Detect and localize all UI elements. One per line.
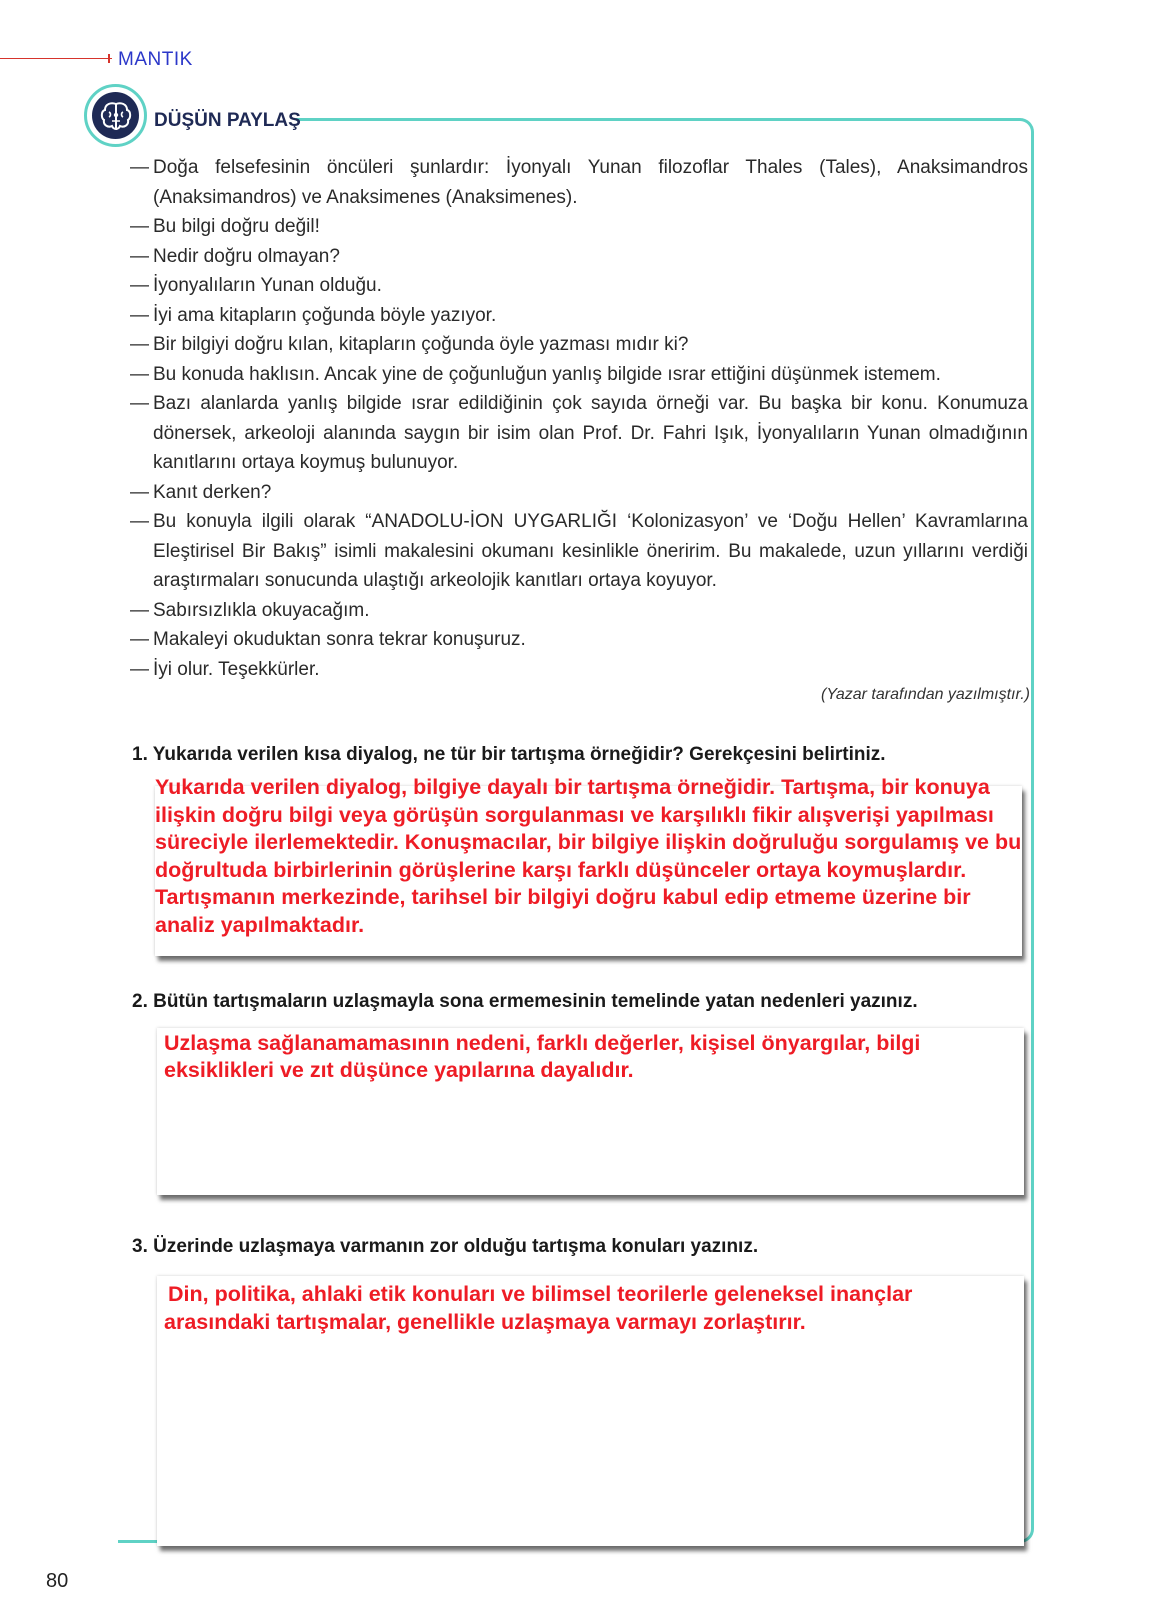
dialogue-text: Bazı alanlarda yanlış bilgide ısrar edildiğinin çok sayıda örneği var. Bu başka bir konu. Konumuza dönersek, arkeoloji alanında saygın bir isim olan Prof. Dr. Fahri Işık, İyonyalıların Yunan olmadığının kanıtlarını ortaya koymuş bulunuyor. xyxy=(153,393,1028,473)
dialogue-text: Nedir doğru olmayan? xyxy=(153,245,340,267)
dialogue-line xyxy=(130,330,1028,360)
question-2: 2. Bütün tartışmaların uzlaşmayla sona ermemesinin temelinde yatan nedenleri yazınız. xyxy=(132,991,918,1012)
dialogue-line xyxy=(130,153,1028,212)
dialogue-dash: — xyxy=(130,658,149,680)
dialogue-text: Doğa felsefesinin öncüleri şunlardır: İyonyalı Yunan filozoflar Thales (Tales), Anaksimandros (Anaksimandros) ve Anaksimenes (Anaksimenes). xyxy=(153,157,1028,208)
header-rule-tick xyxy=(108,54,110,63)
section-title: DÜŞÜN PAYLAŞ xyxy=(154,110,301,131)
dialogue-line xyxy=(130,271,1028,301)
dialogue-text: İyi olur. Teşekkürler. xyxy=(153,658,320,680)
dialogue-line xyxy=(130,507,1028,596)
dialogue-text: İyonyalıların Yunan olduğu. xyxy=(153,275,382,296)
dialogue-dash: — xyxy=(130,481,149,503)
answer-text-1: Yukarıda verilen diyalog, bilgiye dayalı bir tartışma örneğidir. Tartışma, bir konuya ilişkin doğru bilgi veya görüşün sorgulanması ve karşılıklı fikir alışverişi yapılması süreciyle ilerlemektedir. Konuşmacılar, bir bilgiye ilişkin doğruluğu sorgulamış ve bu doğrultuda birbirlerinin görüşlerine karşı farklı düşünceler ortaya koymuşlardır. Tartışmanın merkezinde, tarihsel bir bilgiyi doğru kabul edip etmeme üzerine bir analiz yapılmaktadır. xyxy=(155,775,1022,937)
answer-text-3: Din, politika, ahlaki etik konuları ve bilimsel teorilerle geleneksel inançlar arasındaki tartışmalar, genellikle uzlaşmaya varmayı zorlaştırır. xyxy=(164,1282,913,1334)
dialogue-text: Makaleyi okuduktan sonra tekrar konuşuruz. xyxy=(153,629,526,650)
dialogue-dash: — xyxy=(130,629,149,650)
dialogue-text: İyi ama kitapların çoğunda böyle yazıyor. xyxy=(153,304,497,326)
dialogue-line xyxy=(130,655,1028,685)
page-number: 80 xyxy=(46,1570,69,1592)
dialogue-dash: — xyxy=(130,304,149,326)
dialogue-text: Bu konuda haklısın. Ancak yine de çoğunluğun yanlış bilgide ısrar ettiğini düşünmek istemem. xyxy=(153,363,941,385)
dialogue-dash: — xyxy=(130,275,149,296)
dialogue-line xyxy=(130,596,1028,626)
dialogue-dash: — xyxy=(130,511,149,532)
question-3: 3. Üzerinde uzlaşmaya varmanın zor olduğu tartışma konuları yazınız. xyxy=(132,1236,759,1257)
dialogue-dash: — xyxy=(130,599,149,621)
dialogue xyxy=(130,153,1028,684)
dialogue-line xyxy=(130,478,1028,508)
dialogue-dash: — xyxy=(130,393,149,414)
dialogue-line xyxy=(130,625,1028,655)
dialogue-line xyxy=(130,301,1028,331)
dialogue-line xyxy=(130,360,1028,390)
dialogue-dash: — xyxy=(130,157,149,178)
answer-text-2: Uzlaşma sağlanamamasının nedeni, farklı değerler, kişisel önyargılar, bilgi eksiklikleri ve zıt düşünce yapılarına dayalıdır. xyxy=(164,1031,921,1082)
dialogue-text: Bu konuyla ilgili olarak “ANADOLU-İON UYGARLIĞI ‘Kolonizasyon’ ve ‘Doğu Hellen’ Kavramlarına Eleştirisel Bir Bakış” isimli makalesini okumanı kesinlikle öneririm. Bu makalede, uzun yıllarını verdiği araştırmaları sonucunda ulaştığı arkeolojik kanıtları ortaya koyuyor. xyxy=(153,511,1028,591)
header-rule xyxy=(0,58,112,59)
question-1: 1. Yukarıda verilen kısa diyalog, ne tür bir tartışma örneğidir? Gerekçesini belirtiniz. xyxy=(132,744,886,765)
dialogue-dash: — xyxy=(130,334,149,355)
dialogue-text: Bu bilgi doğru değil! xyxy=(153,216,320,237)
dialogue-line xyxy=(130,212,1028,242)
dialogue-dash: — xyxy=(130,216,149,237)
dialogue-text: Sabırsızlıkla okuyacağım. xyxy=(153,599,370,621)
dialogue-dash: — xyxy=(130,245,149,267)
dialogue-line xyxy=(130,389,1028,478)
dialogue-text: Bir bilgiyi doğru kılan, kitapların çoğunda öyle yazması mıdır ki? xyxy=(153,334,689,355)
dialogue-line xyxy=(130,242,1028,272)
dialogue-text: Kanıt derken? xyxy=(153,481,272,503)
brain-icon xyxy=(92,92,139,139)
source-note: (Yazar tarafından yazılmıştır.) xyxy=(821,686,1030,703)
subject-title: MANTIK xyxy=(118,49,193,70)
dialogue-dash: — xyxy=(130,363,149,385)
